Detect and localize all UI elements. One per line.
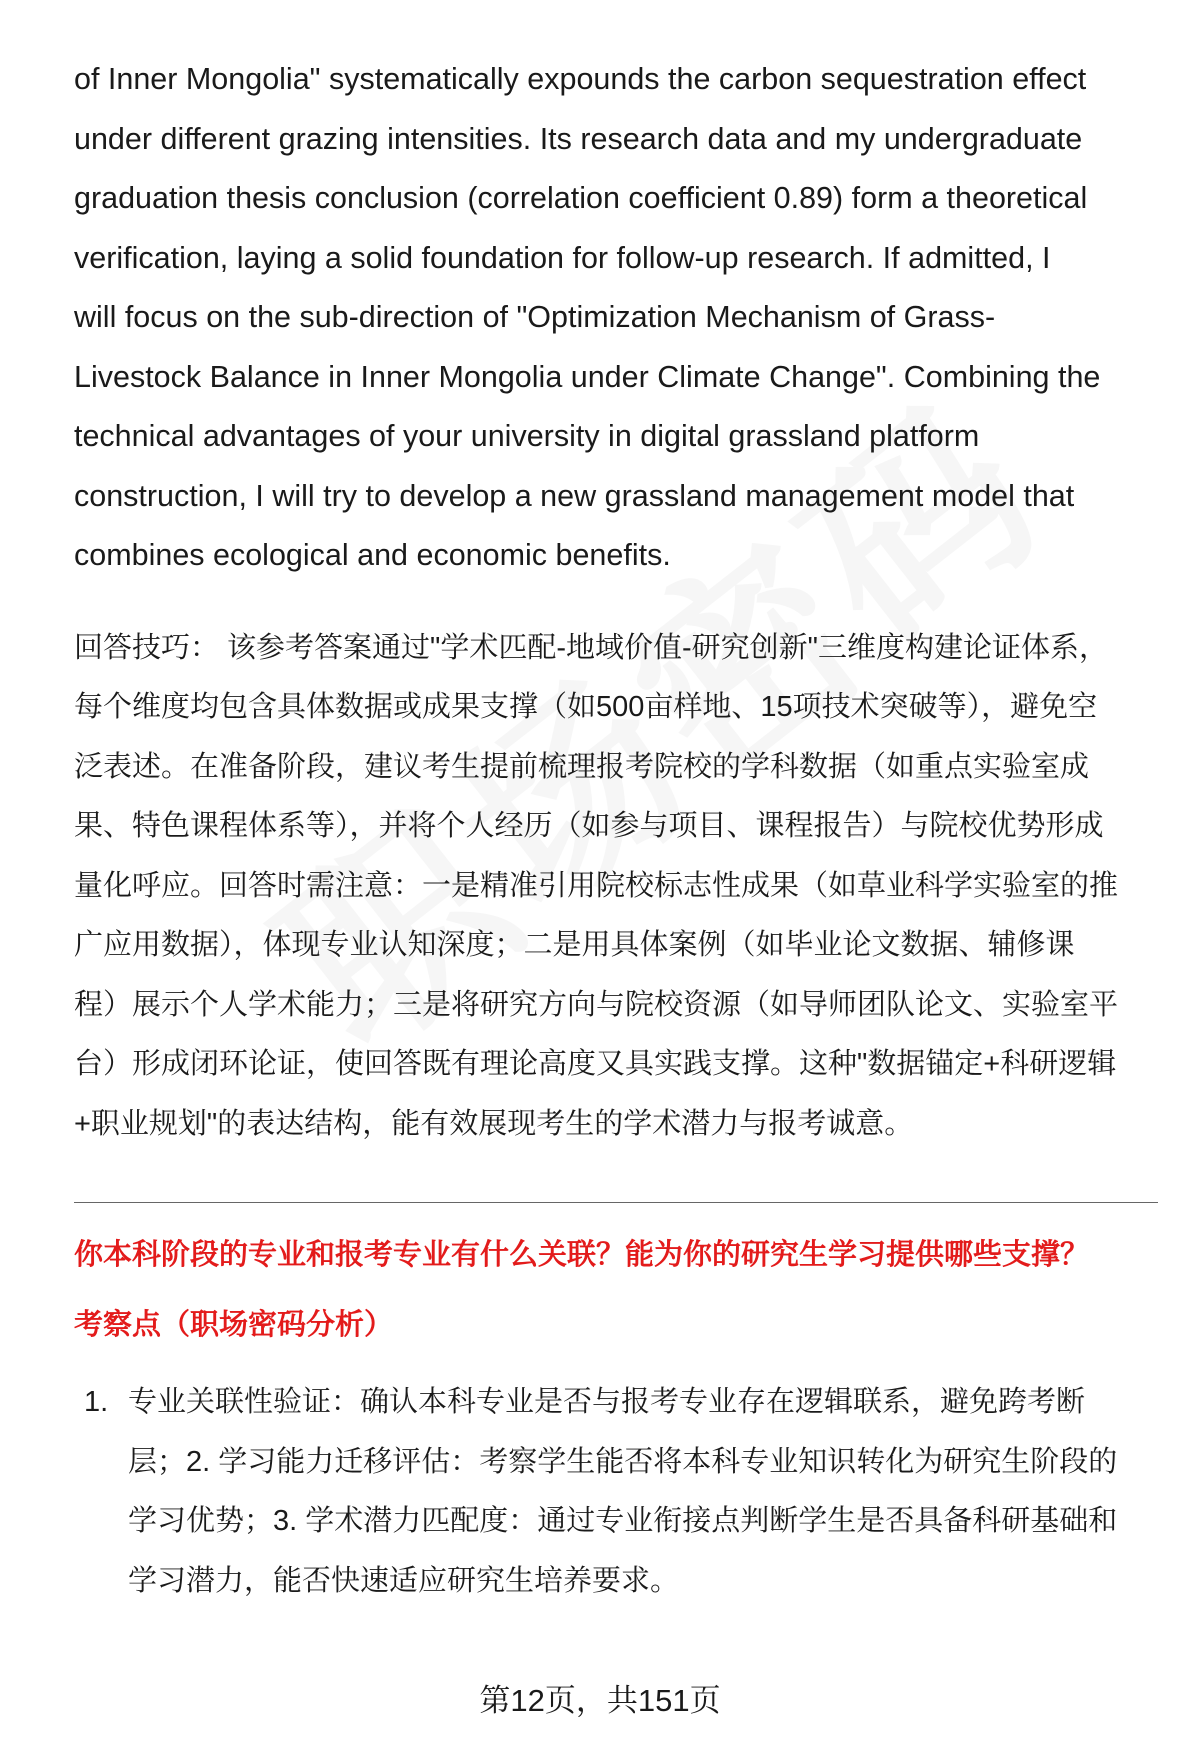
paragraph-line: of Inner Mongolia" systematically expounds the carbon sequestration effect <box>74 62 1087 96</box>
paragraph-line: will focus on the sub-direction of "Optimization Mechanism of Grass- <box>74 300 996 334</box>
paragraph-line: 广应用数据），体现专业认知深度；二是用具体案例（如毕业论文数据、辅修课 <box>74 929 1075 961</box>
ordered-list <box>84 1373 1154 1611</box>
list-item <box>128 1373 1154 1611</box>
list-item-line: 专业关联性验证：确认本科专业是否与报考专业存在逻辑联系，避免跨考断 <box>128 1386 1086 1418</box>
paragraph-line: 台）形成闭环论证，使回答既有理论高度又具实践支撑。这种"数据锚定+科研逻辑 <box>74 1048 1117 1080</box>
paragraph-line: 果、特色课程体系等），并将个人经历（如参与项目、课程报告）与院校优势形成 <box>74 810 1104 842</box>
list-number: 1. <box>84 1386 109 1418</box>
list-item-line: 学习潜力，能否快速适应研究生培养要求。 <box>128 1564 680 1597</box>
section-title: 考察点（职场密码分析） <box>74 1309 394 1341</box>
paragraph-line: combines ecological and economic benefits. <box>74 538 671 572</box>
paragraph-line: 回答技巧： 该参考答案通过"学术匹配-地域价值-研究创新"三维度构建论证体系， <box>74 631 1108 664</box>
paragraph-line: construction, I will try to develop a new grassland management model that <box>74 478 1075 513</box>
section-divider <box>74 1202 1158 1203</box>
paragraph-line: 泛表述。在准备阶段，建议考生提前梳理报考院校的学科数据（如重点实验室成 <box>74 750 1090 783</box>
paragraph-line: 量化呼应。回答时需注意：一是精准引用院校标志性成果（如草业科学实验室的推 <box>74 869 1119 902</box>
page-content <box>74 50 1159 1154</box>
paragraph-line: 程）展示个人学术能力；三是将研究方向与院校资源（如导师团队论文、实验室平 <box>74 988 1119 1021</box>
paragraph-line: +职业规划"的表达结构，能有效展现考生的学术潜力与报考诚意。 <box>74 1107 914 1140</box>
page-number-footer: 第12页，共151页 <box>479 1683 721 1718</box>
list-item-line: 层；2. 学习能力迁移评估：考察学生能否将本科专业知识转化为研究生阶段的 <box>128 1445 1118 1478</box>
paragraph-line: 每个维度均包含具体数据或成果支撑（如500亩样地、15项技术突破等），避免空 <box>74 691 1098 723</box>
paragraph-line: graduation thesis conclusion (correlation coefficient 0.89) form a theoretical <box>74 181 1088 215</box>
paragraph-line: verification, laying a solid foundation for follow-up research. If admitted, I <box>74 240 1051 275</box>
english-answer-paragraph <box>74 50 1159 586</box>
paragraph-line: technical advantages of your university in digital grassland platform <box>74 419 980 453</box>
answer-tips-paragraph <box>74 619 1159 1155</box>
paragraph-line: under different grazing intensities. Its research data and my undergraduate <box>74 121 1083 156</box>
question-heading: 你本科阶段的专业和报考专业有什么关联？能为你的研究生学习提供哪些支撑？ <box>74 1239 1090 1271</box>
paragraph-line: Livestock Balance in Inner Mongolia under Climate Change". Combining the <box>74 359 1101 394</box>
list-item-line: 学习优势；3. 学术潜力匹配度：通过专业衔接点判断学生是否具备科研基础和 <box>128 1505 1118 1537</box>
